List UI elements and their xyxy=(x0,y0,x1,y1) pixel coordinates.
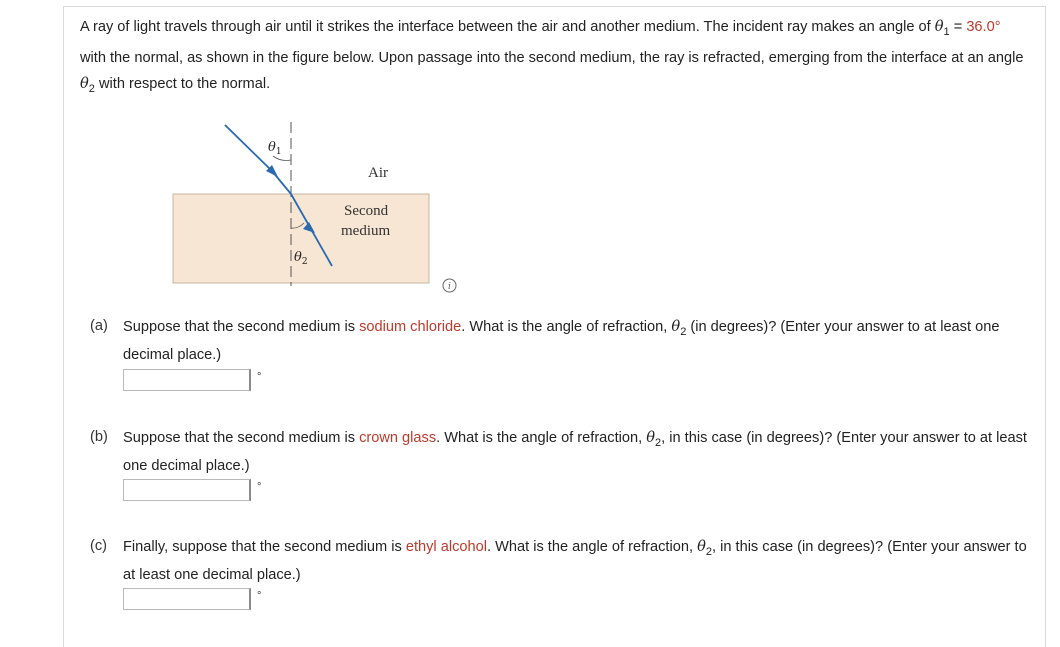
theta-symbol: θ xyxy=(697,538,706,555)
part-a-label: (a) xyxy=(90,318,108,334)
theta2-label: $\theta_2$ xyxy=(294,250,308,267)
info-icon[interactable] xyxy=(442,278,457,293)
theta-subscript: 2 xyxy=(680,325,687,338)
part-a-answer-input[interactable] xyxy=(123,369,251,391)
question-text: Suppose that the second medium is xyxy=(123,319,360,335)
degree-unit: ° xyxy=(257,590,262,602)
refraction-figure xyxy=(170,108,440,288)
incident-ray-continued xyxy=(272,171,291,194)
question-text: (in degrees)? (Enter your answer to at least one decimal place.) xyxy=(123,319,1000,363)
part-c-label: (c) xyxy=(90,538,108,554)
degree-unit: ° xyxy=(257,481,262,493)
theta-subscript: 1 xyxy=(943,25,950,38)
second-label: Second xyxy=(344,203,389,219)
question-text: Finally, suppose that the second medium is xyxy=(123,539,406,555)
intro-text-3: with respect to the normal. xyxy=(94,75,271,92)
incident-ray xyxy=(225,125,272,171)
question-text: , in this case (in degrees)? (Enter your answer to at least one decimal place.) xyxy=(123,430,1027,474)
intro-text-2: with the normal, as shown in the figure below. Upon passage into the second medium, the ray is refracted, emerging from the interface at an angle xyxy=(80,49,1024,66)
theta1-label: $\theta_1$ xyxy=(268,140,282,157)
theta-symbol: θ xyxy=(934,18,944,35)
incident-angle-value: 36.0° xyxy=(966,19,1001,35)
part-b-question xyxy=(123,426,1033,478)
theta-symbol: θ xyxy=(671,318,681,335)
equals-sign: = xyxy=(949,19,967,35)
part-c-question xyxy=(123,535,1033,587)
theta-subscript: 2 xyxy=(88,82,95,95)
problem-statement xyxy=(80,14,1030,102)
medium-name: sodium chloride xyxy=(359,319,462,335)
theta-subscript: 2 xyxy=(655,436,662,449)
medium-name: crown glass xyxy=(359,430,437,446)
intro-text-1: A ray of light travels through air until it strikes the interface between the air and another medium. The incident ray makes an angle of xyxy=(80,19,935,35)
question-text: . What is the angle of refraction, xyxy=(461,319,672,335)
theta-symbol: θ xyxy=(80,74,89,92)
question-text: . What is the angle of refraction, xyxy=(486,539,698,555)
question-text: . What is the angle of refraction, xyxy=(436,430,647,446)
medium-label: medium xyxy=(341,223,391,239)
part-c-answer-input[interactable] xyxy=(123,588,251,610)
part-b-answer-input[interactable] xyxy=(123,479,251,501)
part-b-label: (b) xyxy=(90,429,108,445)
theta-subscript: 2 xyxy=(705,545,712,558)
svg-text:i: i xyxy=(448,282,451,292)
theta-symbol: θ xyxy=(646,429,656,446)
question-text: , in this case (in degrees)? (Enter your answer to at least one decimal place.) xyxy=(123,539,1027,583)
part-a-question xyxy=(123,315,1033,367)
air-label: Air xyxy=(368,165,388,181)
medium-name: ethyl alcohol xyxy=(405,539,487,555)
second-medium-region xyxy=(173,194,429,283)
question-text: Suppose that the second medium is xyxy=(123,430,360,446)
degree-unit: ° xyxy=(257,371,262,383)
